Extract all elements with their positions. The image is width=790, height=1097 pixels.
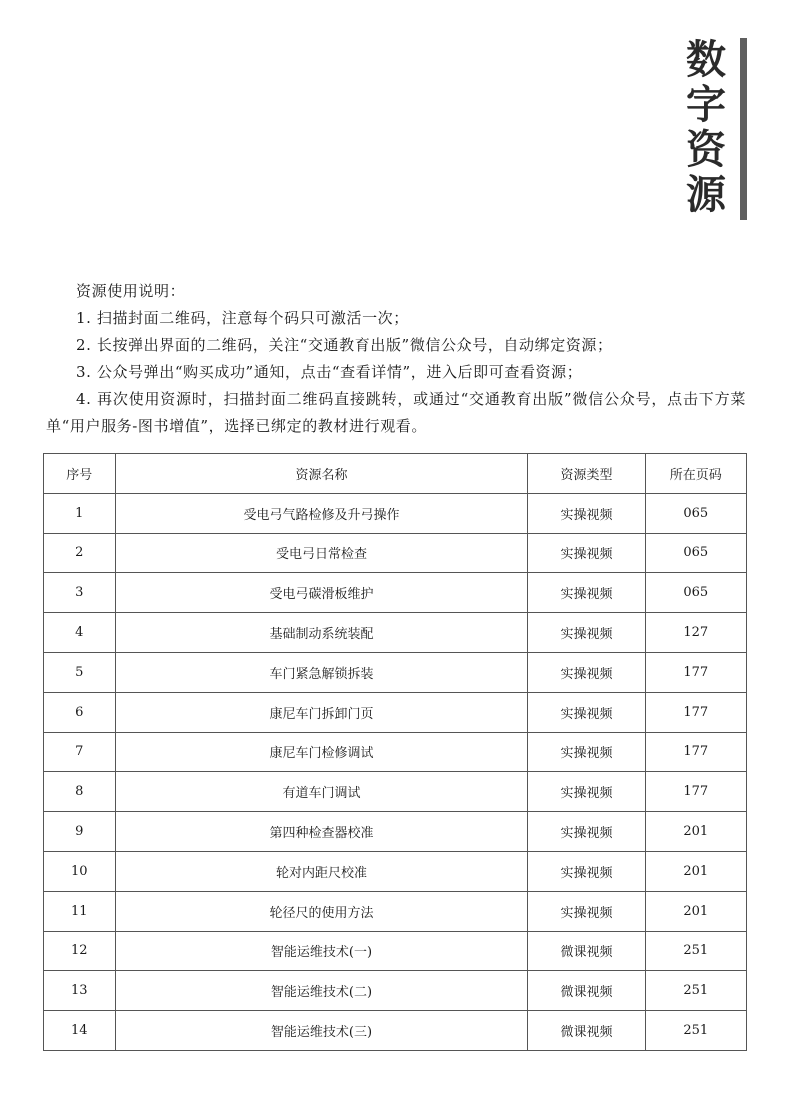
cell-resource-type: 实操视频 (528, 692, 645, 732)
cell-index: 3 (44, 573, 116, 613)
cell-resource-name: 智能运维技术(一) (115, 931, 528, 971)
cell-index: 10 (44, 851, 116, 891)
instruction-item-1: 1. 扫描封面二维码，注意每个码只可激活一次； (76, 309, 409, 327)
cell-page-number: 065 (645, 533, 746, 573)
cell-page-number: 201 (645, 812, 746, 852)
header-page-number: 所在页码 (645, 454, 746, 494)
cell-resource-name: 轮对内距尺校准 (115, 851, 528, 891)
cell-page-number: 201 (645, 851, 746, 891)
instruction-item-2: 2. 长按弹出界面的二维码，关注“交通教育出版”微信公众号，自动绑定资源； (76, 336, 613, 354)
cell-resource-type: 实操视频 (528, 613, 645, 653)
cell-resource-name: 受电弓日常检查 (115, 533, 528, 573)
cell-resource-name: 受电弓碳滑板维护 (115, 573, 528, 613)
cell-resource-type: 实操视频 (528, 812, 645, 852)
cell-index: 2 (44, 533, 116, 573)
cell-resource-name: 智能运维技术(三) (115, 1011, 528, 1051)
cell-resource-name: 基础制动系统装配 (115, 613, 528, 653)
table-row (44, 851, 747, 891)
instructions-heading: 资源使用说明： (76, 282, 186, 300)
cell-resource-name: 康尼车门拆卸门页 (115, 692, 528, 732)
cell-index: 6 (44, 692, 116, 732)
cell-page-number: 177 (645, 732, 746, 772)
header-resource-name: 资源名称 (115, 454, 528, 494)
cell-resource-type: 实操视频 (528, 652, 645, 692)
cell-resource-name: 有道车门调试 (115, 772, 528, 812)
cell-index: 11 (44, 891, 116, 931)
cell-resource-name: 康尼车门检修调试 (115, 732, 528, 772)
table-header-row (44, 454, 747, 494)
title-char-3: 资 (686, 127, 726, 173)
cell-page-number: 177 (645, 772, 746, 812)
cell-page-number: 177 (645, 692, 746, 732)
table-row (44, 891, 747, 931)
cell-resource-name: 受电弓气路检修及升弓操作 (115, 493, 528, 533)
table-row (44, 812, 747, 852)
table-row (44, 772, 747, 812)
cell-resource-name: 车门紧急解锁拆装 (115, 652, 528, 692)
instruction-item-3: 3. 公众号弹出“购买成功”通知，点击“查看详情”，进入后即可查看资源； (76, 363, 583, 381)
cell-index: 13 (44, 971, 116, 1011)
instruction-item-4: 4. 再次使用资源时，扫描封面二维码直接跳转，或通过“交通教育出版”微信公众号，点击下方菜单“用户服务-图书增值”，选择已绑定的教材进行观看。 (46, 390, 746, 435)
cell-resource-name: 智能运维技术(二) (115, 971, 528, 1011)
header-index: 序号 (44, 454, 116, 494)
cell-index: 14 (44, 1011, 116, 1051)
cell-resource-type: 实操视频 (528, 851, 645, 891)
cell-resource-type: 实操视频 (528, 533, 645, 573)
cell-resource-type: 微课视频 (528, 1011, 645, 1051)
page-title-text (676, 38, 736, 218)
cell-index: 9 (44, 812, 116, 852)
cell-resource-type: 微课视频 (528, 931, 645, 971)
page-title (676, 38, 736, 218)
table-row (44, 533, 747, 573)
title-char-1: 数 (686, 37, 726, 83)
table-row (44, 971, 747, 1011)
table-row (44, 692, 747, 732)
table-row (44, 1011, 747, 1051)
title-char-4: 源 (686, 172, 726, 218)
usage-instructions (46, 278, 746, 440)
cell-resource-type: 实操视频 (528, 772, 645, 812)
cell-resource-type: 微课视频 (528, 971, 645, 1011)
table-row (44, 613, 747, 653)
cell-page-number: 127 (645, 613, 746, 653)
cell-index: 12 (44, 931, 116, 971)
cell-index: 1 (44, 493, 116, 533)
cell-page-number: 177 (645, 652, 746, 692)
cell-resource-type: 实操视频 (528, 493, 645, 533)
cell-page-number: 065 (645, 493, 746, 533)
cell-resource-type: 实操视频 (528, 573, 645, 613)
title-char-2: 字 (686, 82, 726, 128)
cell-index: 7 (44, 732, 116, 772)
cell-page-number: 251 (645, 1011, 746, 1051)
header-resource-type: 资源类型 (528, 454, 645, 494)
cell-resource-type: 实操视频 (528, 732, 645, 772)
cell-resource-name: 轮径尺的使用方法 (115, 891, 528, 931)
table-row (44, 493, 747, 533)
resource-table (43, 453, 747, 1051)
cell-index: 4 (44, 613, 116, 653)
cell-page-number: 251 (645, 971, 746, 1011)
cell-index: 8 (44, 772, 116, 812)
cell-resource-type: 实操视频 (528, 891, 645, 931)
cell-page-number: 065 (645, 573, 746, 613)
table-row (44, 573, 747, 613)
table-row (44, 931, 747, 971)
cell-page-number: 201 (645, 891, 746, 931)
cell-resource-name: 第四种检查器校准 (115, 812, 528, 852)
cell-page-number: 251 (645, 931, 746, 971)
title-accent-bar (740, 38, 747, 220)
table-row (44, 732, 747, 772)
cell-index: 5 (44, 652, 116, 692)
table-row (44, 652, 747, 692)
